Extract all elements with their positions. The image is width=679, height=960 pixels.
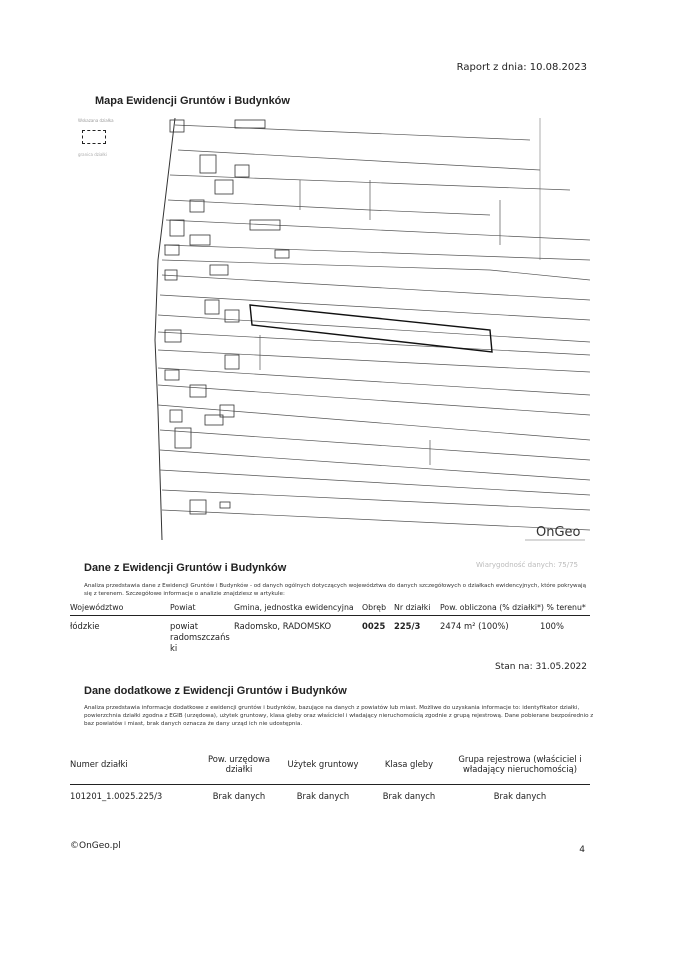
legend-parcel-symbol	[82, 130, 106, 144]
col-powiat: Powiat	[170, 602, 234, 616]
parcel-lines	[158, 125, 590, 530]
section2-description: Analiza przedstawia informacje dodatkowe z ewidencji gruntów i budynków, bazujące na danych z powiatów lub miast. Możliwe do uzyskania informacje to: identyfikator działki, powierzchnia działki zgodna z EGIB (urzędowa), użytek gruntowy, klasa gleby oraz właściciel i władający nieruchomością zgodnie z grupą rejestrową. Dane pobierane bezpośrednio z baz powiatów i miast, brak danych oznacza że dany urząd ich nie udostępnia.	[84, 705, 594, 727]
section1-table	[70, 602, 590, 654]
col-grupa-rejestrowa: Grupa rejestrowa (właściciel i władający nieruchomością)	[450, 752, 590, 785]
cell-nr: 225/3	[394, 616, 440, 655]
cell-gmina: Radomsko, RADOMSKO	[234, 616, 362, 655]
cell-wojewodztwo: łódzkie	[70, 616, 170, 655]
table-header-row	[70, 602, 590, 616]
map-boundary-west	[155, 118, 175, 540]
legend-subtitle: granica działki	[78, 152, 107, 157]
table-header-row	[70, 752, 590, 785]
table-row	[70, 785, 590, 802]
col-uzytek: Użytek gruntowy	[278, 752, 368, 785]
cell-pow: 2474 m² (100%)	[440, 616, 540, 655]
cell-obreb: 0025	[362, 616, 394, 655]
section2-table	[70, 752, 590, 801]
cell-uzytek: Brak danych	[296, 791, 350, 801]
reliability-label: Wiarygodność danych: 75/75	[476, 561, 578, 569]
data-status-date: Stan na: 31.05.2022	[495, 662, 587, 672]
col-klasa-gleby: Klasa gleby	[368, 752, 450, 785]
cell-klasa-gleby: Brak danych	[382, 791, 436, 801]
col-wojewodztwo: Województwo	[70, 602, 170, 616]
footer-copyright: ©OnGeo.pl	[70, 841, 121, 851]
cell-pow-urzedowa: Brak danych	[212, 791, 266, 801]
col-obreb: Obręb	[362, 602, 394, 616]
page-number: 4	[579, 845, 585, 855]
col-nr: Nr działki	[394, 602, 440, 616]
table-row	[70, 616, 590, 655]
col-pow: Pow. obliczona (% działki*) % terenu*	[440, 602, 590, 616]
map-title: Mapa Ewidencji Gruntów i Budynków	[95, 95, 290, 107]
cell-teren: 100%	[540, 616, 590, 655]
col-pow-urzedowa: Pow. urzędowa działki	[200, 752, 278, 785]
cell-grupa-rejestrowa: Brak danych	[493, 791, 547, 801]
cell-numer-dzialki: 101201_1.0025.225/3	[70, 791, 163, 801]
section1-description: Analiza przedstawia dane z Ewidencji Gruntów i Budynków - od danych ogólnych dotyczących województwa do danych szczegółowych o działkach ewidencyjnych, które pokrywają się z terenem. Szczegółowe informacje o analizie znajdziesz w artykule:	[84, 583, 587, 597]
cadastral-map	[70, 110, 590, 545]
cell-powiat: powiat radomszczańs ki	[170, 616, 234, 655]
ongeo-logo: OnGeo	[536, 525, 581, 540]
report-date: Raport z dnia: 10.08.2023	[456, 62, 587, 73]
section2-title: Dane dodatkowe z Ewidencji Gruntów i Budynków	[84, 685, 347, 697]
col-gmina: Gmina, jednostka ewidencyjna	[234, 602, 362, 616]
legend-title: Wskazana działka	[78, 118, 114, 123]
col-numer-dzialki: Numer działki	[70, 752, 200, 785]
section1-title: Dane z Ewidencji Gruntów i Budynków	[84, 562, 287, 574]
